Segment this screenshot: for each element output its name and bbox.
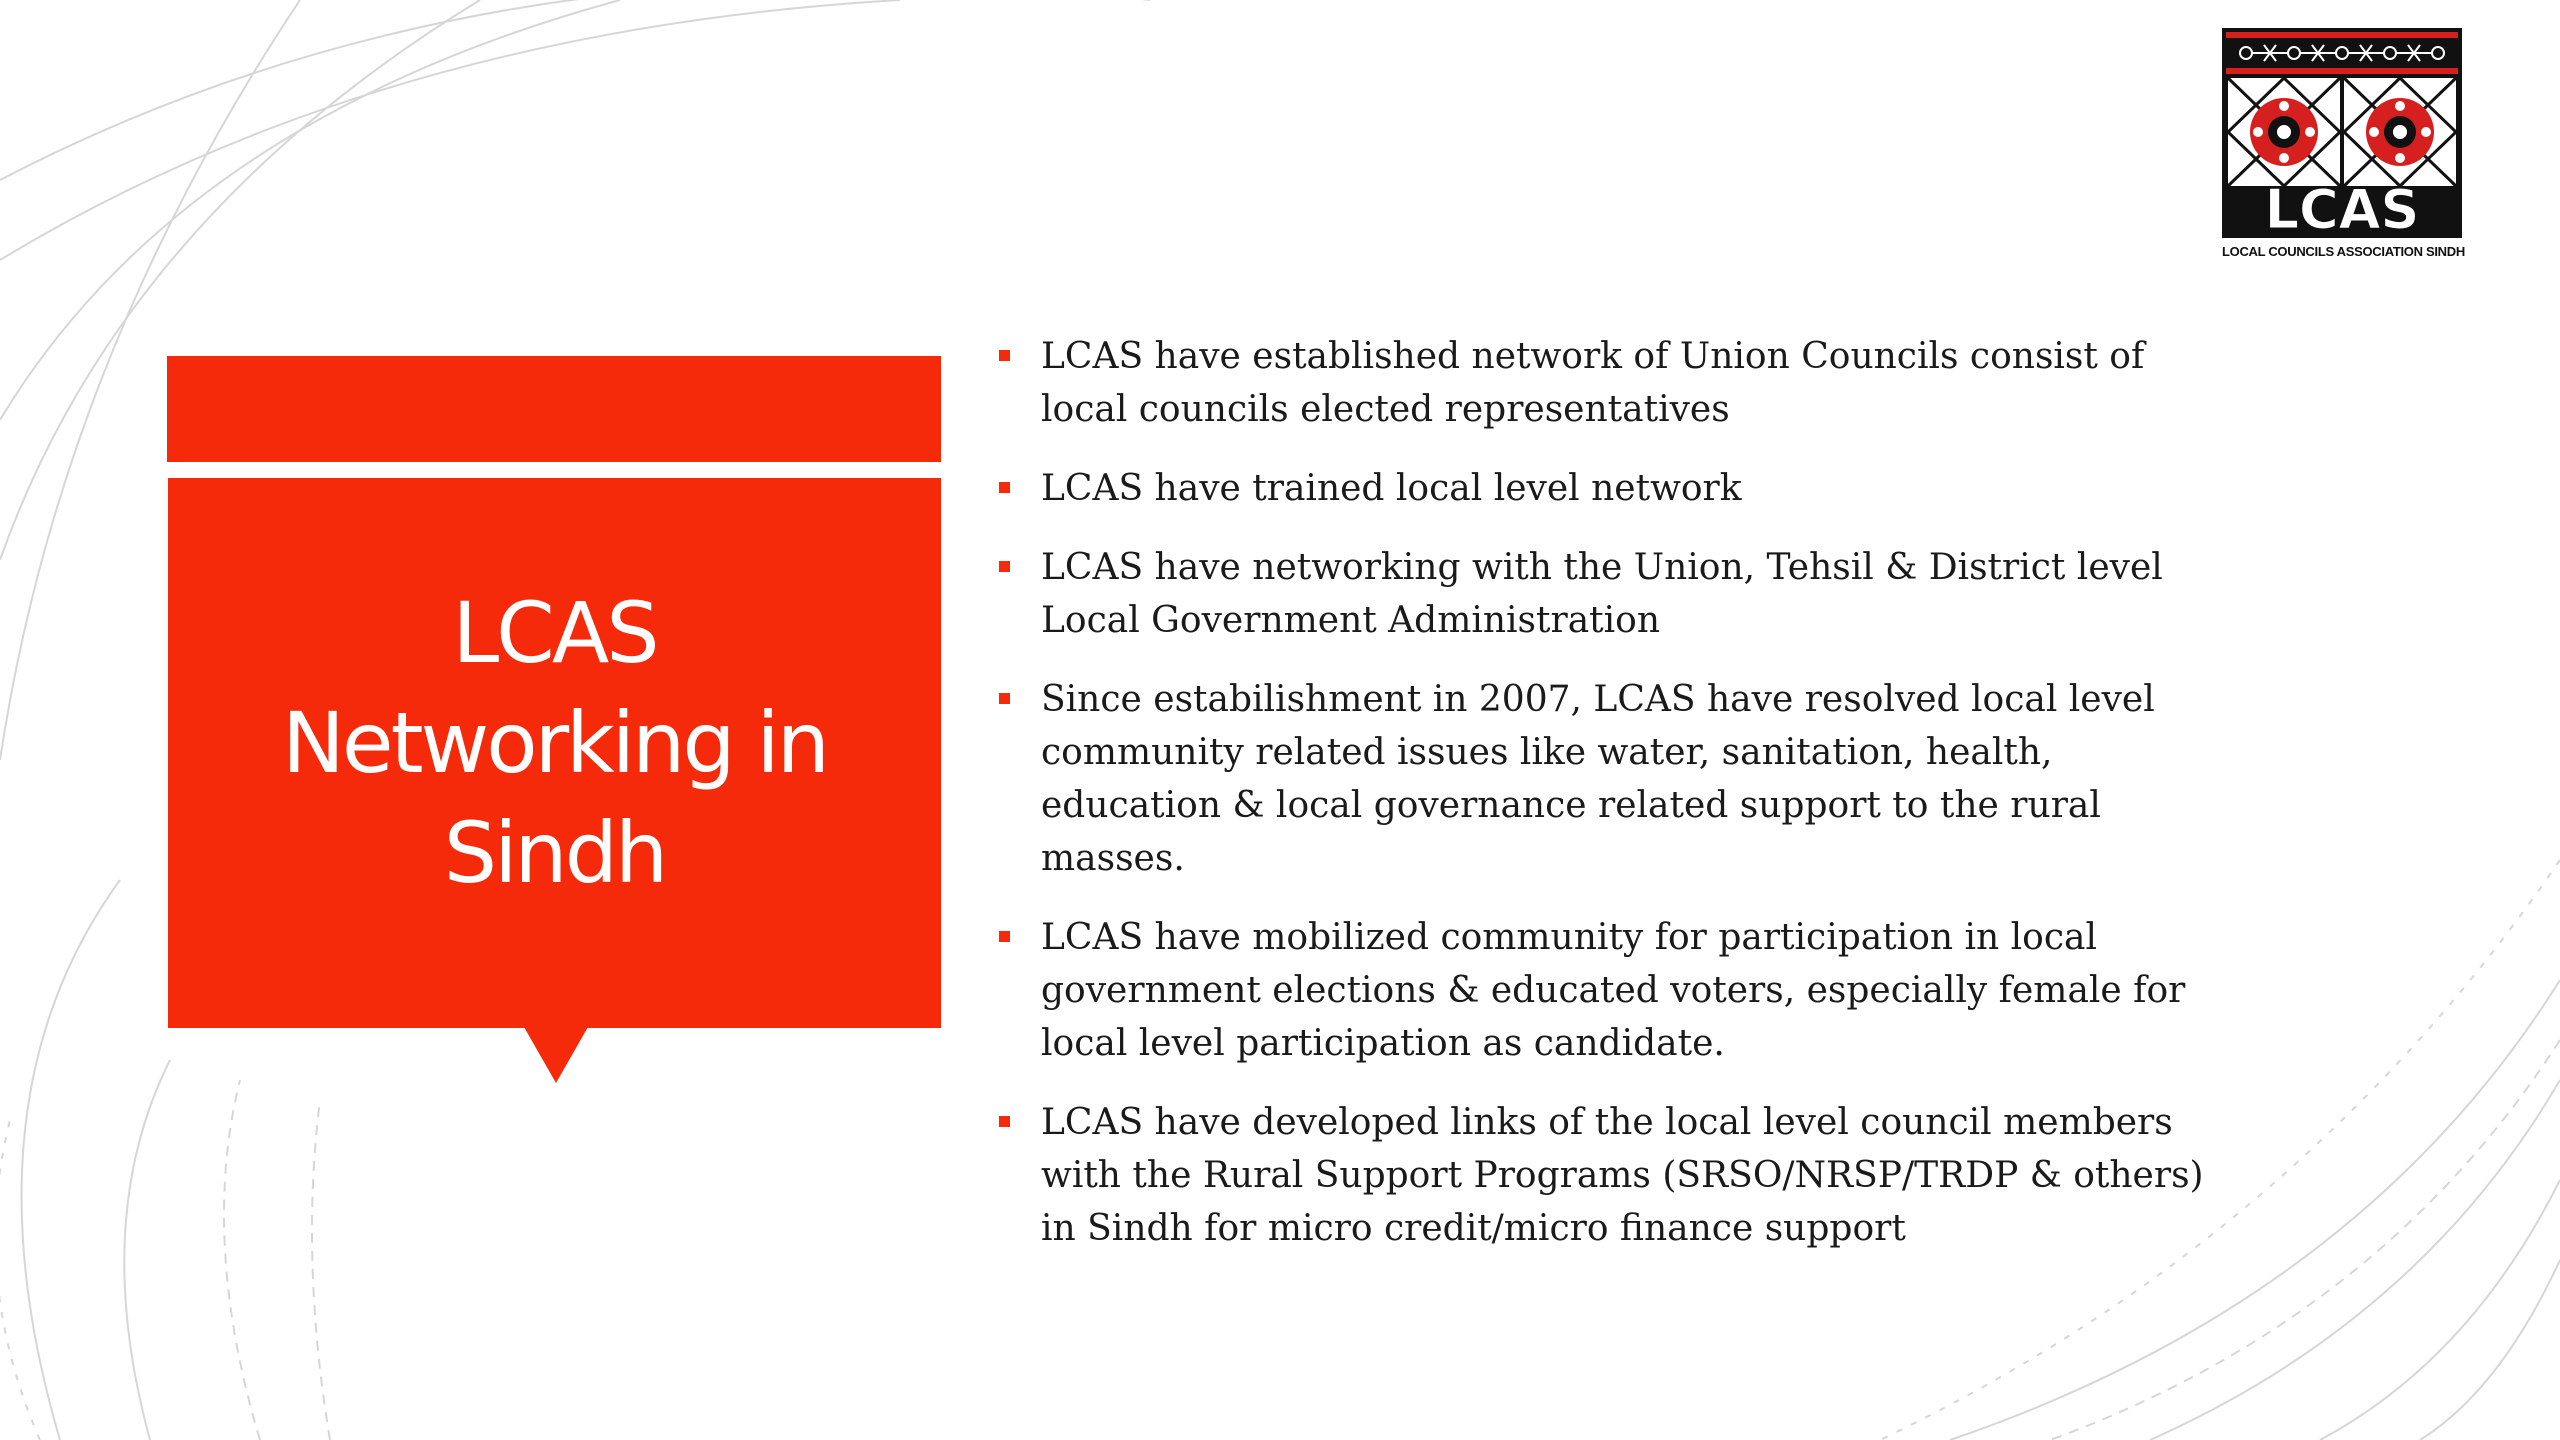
slide-title-line: Networking in [282, 694, 827, 792]
bullet-item [993, 462, 2233, 515]
lcas-emblem-icon [2222, 28, 2462, 238]
slide-title [205, 578, 905, 908]
bullet-item [993, 1096, 2233, 1255]
title-accent-bar [167, 356, 941, 462]
square-bullet-icon [999, 693, 1010, 704]
bullet-text: LCAS have trained local level network [1041, 468, 1742, 509]
bullet-text: LCAS have mobilized community for participation in local government elections & educated voters, especially female for local level participation as candidate. [1041, 917, 2186, 1064]
square-bullet-icon [999, 350, 1010, 361]
slide-title-line: LCAS [452, 584, 657, 682]
bullet-text: LCAS have established network of Union Councils consist of local councils elected representatives [1041, 336, 2145, 430]
square-bullet-icon [999, 561, 1010, 572]
bullet-text: Since estabilishment in 2007, LCAS have resolved local level community related issues like water, sanitation, health, education & local governance related support to the rural masses. [1041, 679, 2155, 879]
square-bullet-icon [999, 931, 1010, 942]
slide-title-line: Sindh [443, 804, 666, 902]
bullet-list [993, 330, 2233, 1281]
square-bullet-icon [999, 1116, 1010, 1127]
lcas-logo [2222, 28, 2465, 268]
bullet-item [993, 330, 2233, 436]
logo-wordmark: LCAS [2264, 178, 2420, 238]
bullet-item [993, 673, 2233, 885]
bullet-item [993, 911, 2233, 1070]
bullet-item [993, 541, 2233, 647]
title-panel-pointer [524, 1027, 588, 1083]
title-panel [168, 478, 941, 1028]
bullet-text: LCAS have developed links of the local level council members with the Rural Support Programs (SRSO/NRSP/TRDP & others) in Sindh for micro credit/micro finance support [1041, 1102, 2204, 1249]
bullet-text: LCAS have networking with the Union, Tehsil & District level Local Government Administration [1041, 547, 2163, 641]
logo-caption: LOCAL COUNCILS ASSOCIATION SINDH [2222, 244, 2465, 259]
square-bullet-icon [999, 482, 1010, 493]
